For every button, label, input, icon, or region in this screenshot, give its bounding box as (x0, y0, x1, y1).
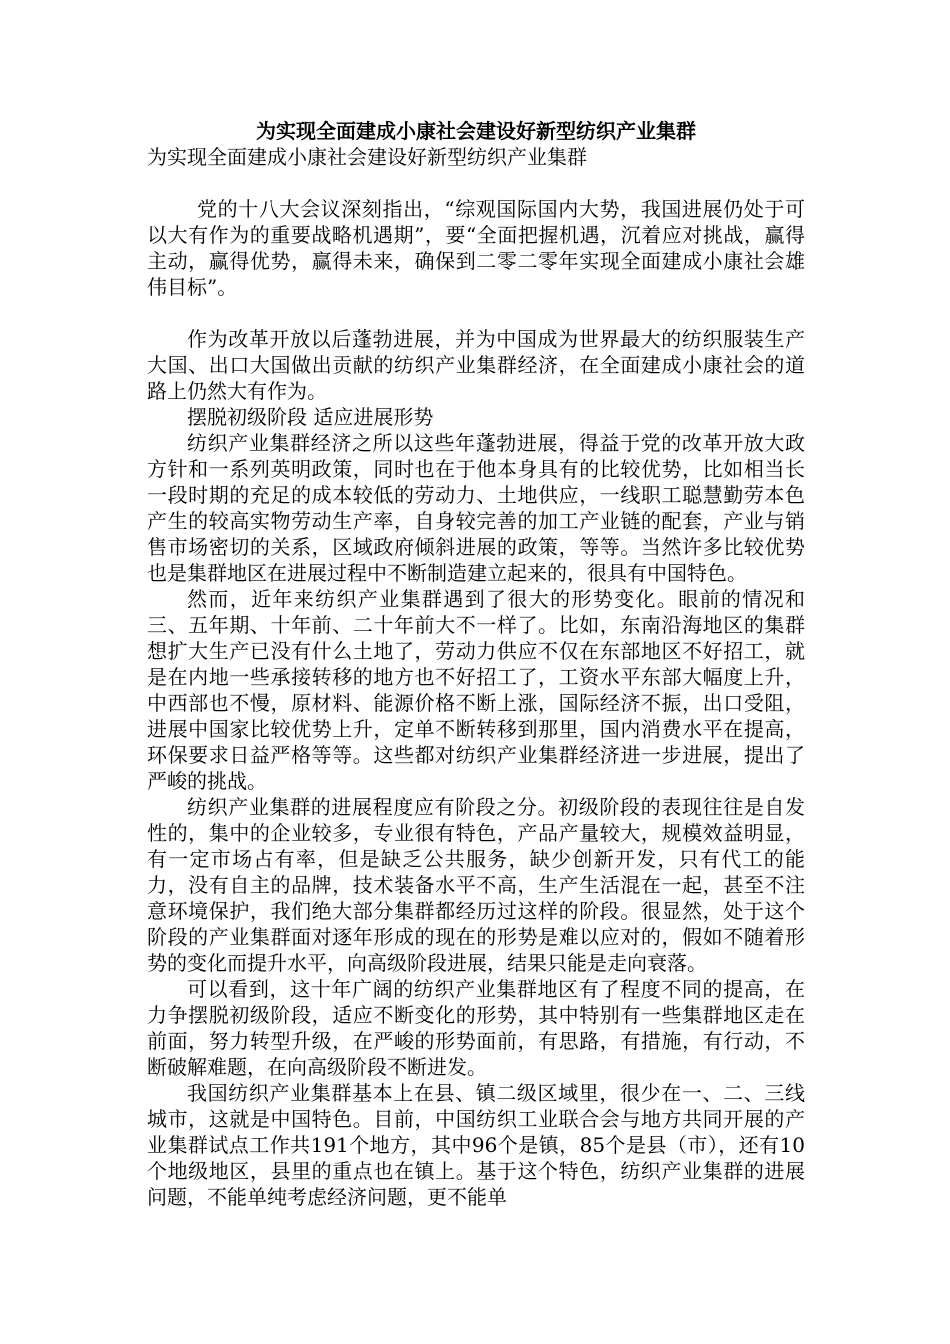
document-title: 为实现全面建成小康社会建设好新型纺织产业集群 (256, 119, 696, 143)
paragraph-overview: 作为改革开放以后蓬勃进展，并为中国成为世界最大的纺织服装生产大国、出口大国做出贡献的纺织产业集群经济，在全面建成小康社会的道路上仍然大有作为。 (147, 327, 805, 403)
paragraph-characteristics: 我国纺织产业集群基本上在县、镇二级区域里，很少在一、二、三线城市，这就是中国特色。目前，中国纺织工业联合会与地方共同开展的产业集群试点工作共191个地方，其中96个是镇，85个是县（市），还有10个地级地区，县里的重点也在镇上。基于这个特色，纺织产业集群的进展问题，不能单纯考虑经济问题，更不能单 (147, 1081, 805, 1209)
spacer (147, 170, 805, 196)
spacer (147, 300, 805, 326)
document-body (147, 118, 805, 1210)
document-subtitle: 为实现全面建成小康社会建设好新型纺织产业集群 (147, 145, 587, 169)
paragraph-intro: 党的十八大会议深刻指出，“综观国际国内大势，我国进展仍处于可以大有作为的重要战略机遇期”，要“全面把握机遇，沉着应对挑战，赢得主动，赢得优势，赢得未来，确保到二零二零年实现全面建成小康社会雄伟目标”。 (147, 197, 805, 299)
paragraph-progress: 可以看到，这十年广阔的纺织产业集群地区有了程度不同的提高，在力争摆脱初级阶段，适应不断变化的形势，其中特别有一些集群地区走在前面，努力转型升级，在严峻的形势面前，有思路，有措施，有行动，不断破解难题，在向高级阶段不断进发。 (147, 977, 805, 1079)
paragraph-stages: 纺织产业集群的进展程度应有阶段之分。初级阶段的表现往往是自发性的，集中的企业较多，专业很有特色，产品产量较大，规模效益明显，有一定市场占有率，但是缺乏公共服务，缺少创新开发，只有代工的能力，没有自主的品牌，技术装备水平不高，生产生活混在一起，甚至不注意环境保护，我们绝大部分集群都经历过这样的阶段。很显然，处于这个阶段的产业集群面对逐年形成的现在的形势是难以应对的，假如不随着形势的变化而提升水平，向高级阶段进展，结果只能是走向衰落。 (147, 795, 805, 975)
section-heading: 摆脱初级阶段 适应进展形势 (187, 405, 434, 429)
paragraph-challenges: 然而，近年来纺织产业集群遇到了很大的形势变化。眼前的情况和三、五年期、十年前、二十年前大不一样了。比如，东南沿海地区的集群想扩大生产已没有什么土地了，劳动力供应不仅在东部地区不好招工，就是在内地一些承接转移的地方也不好招工了，工资水平东部大幅度上升，中西部也不慢，原材料、能源价格不断上涨，国际经济不振，出口受阻，进展中国家比较优势上升，定单不断转移到那里，国内消费水平在提高，环保要求日益严格等等。这些都对纺织产业集群经济进一步进展，提出了严峻的挑战。 (147, 587, 805, 793)
paragraph-advantages: 纺织产业集群经济之所以这些年蓬勃进展，得益于党的改革开放大政方针和一系列英明政策，同时也在于他本身具有的比较优势，比如相当长一段时期的充足的成本较低的劳动力、土地供应，一线职工聪慧勤劳本色产生的较高实物劳动生产率，自身较完善的加工产业链的配套，产业与销售市场密切的关系，区域政府倾斜进展的政策，等等。当然许多比较优势也是集群地区在进展过程中不断制造建立起来的，很具有中国特色。 (147, 431, 805, 585)
